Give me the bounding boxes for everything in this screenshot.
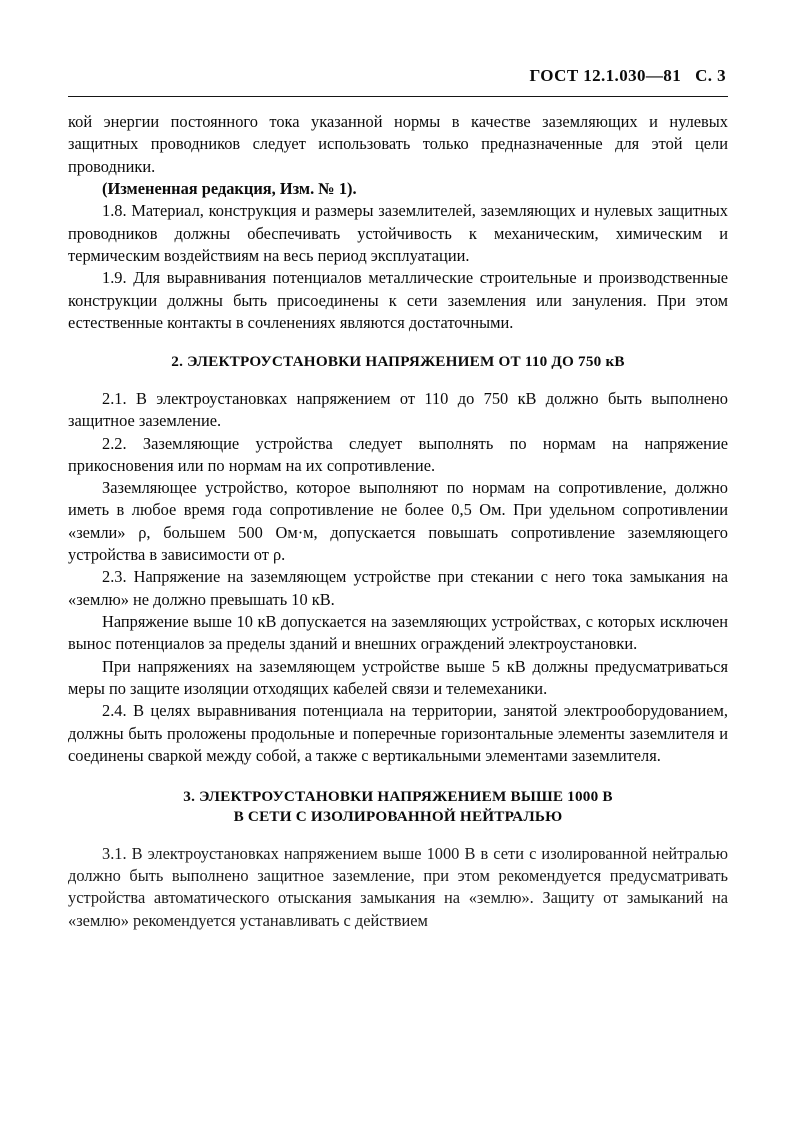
paragraph-2-4: 2.4. В целях выравнивания потенциала на территории, занятой электрооборудованием, должны быть проложены продольные и поперечные горизонтальные элементы заземлителя и соединены сваркой между собой, а также с вертикальными элементами заземлителя. [68, 701, 728, 765]
paragraph-2-3-continued-2: При напряжениях на заземляющем устройстве выше 5 кВ должны предусматриваться меры по защите изоляции отходящих кабелей связи и телемеханики. [68, 656, 728, 698]
section-3-heading-line-1: 3. ЭЛЕКТРОУСТАНОВКИ НАПРЯЖЕНИЕМ ВЫШЕ 1000 В [183, 788, 613, 806]
document-body [68, 111, 728, 932]
paragraph-continued: кой энергии постоянного тока указанной нормы в качестве заземляющих и нулевых защитных проводников следует использовать только предназначенные для этой цели проводники. [68, 112, 728, 176]
paragraph-2-2-continued: Заземляющее устройство, которое выполняют по нормам на сопротивление, должно иметь в любое время года сопротивление не более 0,5 Ом. При удельном сопротивлении «земли» ρ, большем 500 Ом·м, допускается повышать сопротивление заземляющего устройства в зависимости от ρ. [68, 478, 728, 565]
header-divider [68, 96, 728, 97]
section-3-heading-line-2: В СЕТИ С ИЗОЛИРОВАННОЙ НЕЙТРАЛЬЮ [233, 807, 563, 825]
section-2-heading: 2. ЭЛЕКТРОУСТАНОВКИ НАПРЯЖЕНИЕМ ОТ 110 ДО 750 кВ [171, 353, 625, 371]
standard-number: ГОСТ 12.1.030—81 [529, 66, 682, 85]
section-3-heading [68, 787, 728, 827]
paragraph-1-8: 1.8. Материал, конструкция и размеры заземлителей, заземляющих и нулевых защитных проводников должны обеспечивать устойчивость к механическим, химическим и термическим воздействиям на весь период эксплуатации. [68, 201, 728, 265]
page-header [68, 66, 728, 86]
paragraph-2-1: 2.1. В электроустановках напряжением от 110 до 750 кВ должно быть выполнено защитное заземление. [68, 388, 728, 431]
page-number: С. 3 [695, 66, 726, 85]
paragraph-1-9: 1.9. Для выравнивания потенциалов металлические строительные и производственные конструкции должны быть присоединены к сети заземления или зануления. При этом естественные контакты в сочленениях являются достаточными. [68, 268, 728, 332]
paragraph-2-3-continued: Напряжение выше 10 кВ допускается на заземляющих устройствах, с которых исключен вынос потенциалов за пределы зданий и внешних ограждений электроустановки. [68, 612, 728, 654]
paragraph-2-2: 2.2. Заземляющие устройства следует выполнять по нормам на напряжение прикосновения или по нормам на их сопротивление. [68, 433, 728, 475]
paragraph-3-1: 3.1. В электроустановках напряжением выше 1000 В в сети с изолированной нейтралью должно быть выполнено защитное заземление, при этом рекомендуется предусматривать устройства автоматического отыскания замыкания на «землю». Защиту от замыканий на «землю» рекомендуется устанавливать с действием [68, 843, 728, 930]
paragraph-2-3: 2.3. Напряжение на заземляющем устройстве при стекании с него тока замыкания на «землю» не должно превышать 10 кВ. [68, 567, 728, 609]
paragraph-revision-note: (Измененная редакция, Изм. № 1). [102, 178, 357, 198]
